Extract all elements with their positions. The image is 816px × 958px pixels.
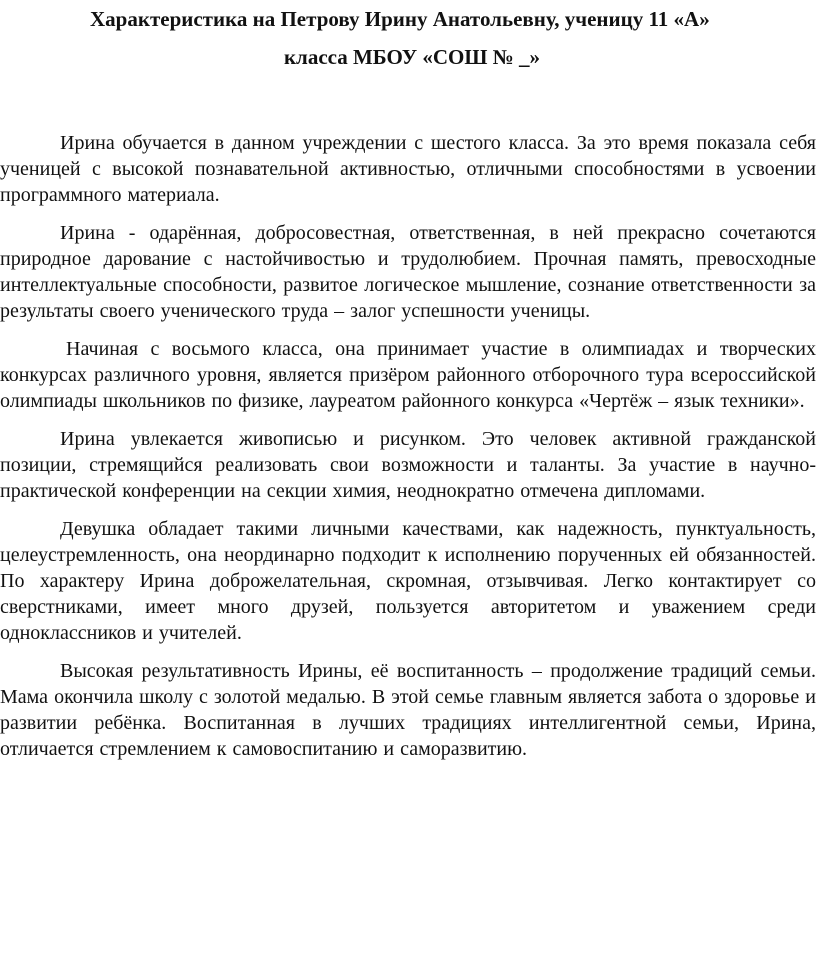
document-title-line-1: Характеристика на Петрову Ирину Анатольевну, ученицу 11 «А» [90, 7, 710, 31]
paragraph-6: Высокая результативность Ирины, её воспитанность – продолжение традиций семьи. Мама окончила школу с золотой медалью. В этой семье главным является забота о здоровье и развитии ребёнка. Воспитанная в лучших традициях интеллигентной семьи, Ирина, отличается стремлением к самовоспитанию и саморазвитию. [0, 660, 816, 760]
paragraph-2: Ирина - одарённая, добросовестная, ответственная, в ней прекрасно сочетаются природное дарование с настойчивостью и трудолюбием. Прочная память, превосходные интеллектуальные способности, развитое логическое мышление, сознание ответственности за результаты своего ученического труда – залог успешности ученицы. [0, 222, 816, 322]
paragraph-5: Девушка обладает такими личными качествами, как надежность, пунктуальность, целеустремленность, она неординарно подходит к исполнению порученных ей обязанностей. По характеру Ирина доброжелательная, скромная, отзывчивая. Легко контактирует со сверстниками, имеет много друзей, пользуется авторитетом и уважением среди одноклассников и учителей. [0, 518, 816, 644]
paragraph-4: Ирина увлекается живописью и рисунком. Это человек активной гражданской позиции, стремящийся реализовать свои возможности и таланты. За участие в научно-практической конференции на секции химия, неоднократно отмечена дипломами. [0, 428, 816, 502]
paragraph-1: Ирина обучается в данном учреждении с шестого класса. За это время показала себя ученицей с высокой познавательной активностью, отличными способностями в усвоении программного материала. [0, 132, 816, 206]
paragraph-3: Начиная с восьмого класса, она принимает участие в олимпиадах и творческих конкурсах различного уровня, является призёром районного отборочного тура всероссийской олимпиады школьников по физике, лауреатом районного конкурса «Чертёж – язык техники». [0, 338, 816, 412]
document-body [0, 130, 816, 774]
document-title-line-2: класса МБОУ «СОШ № _» [283, 45, 541, 69]
